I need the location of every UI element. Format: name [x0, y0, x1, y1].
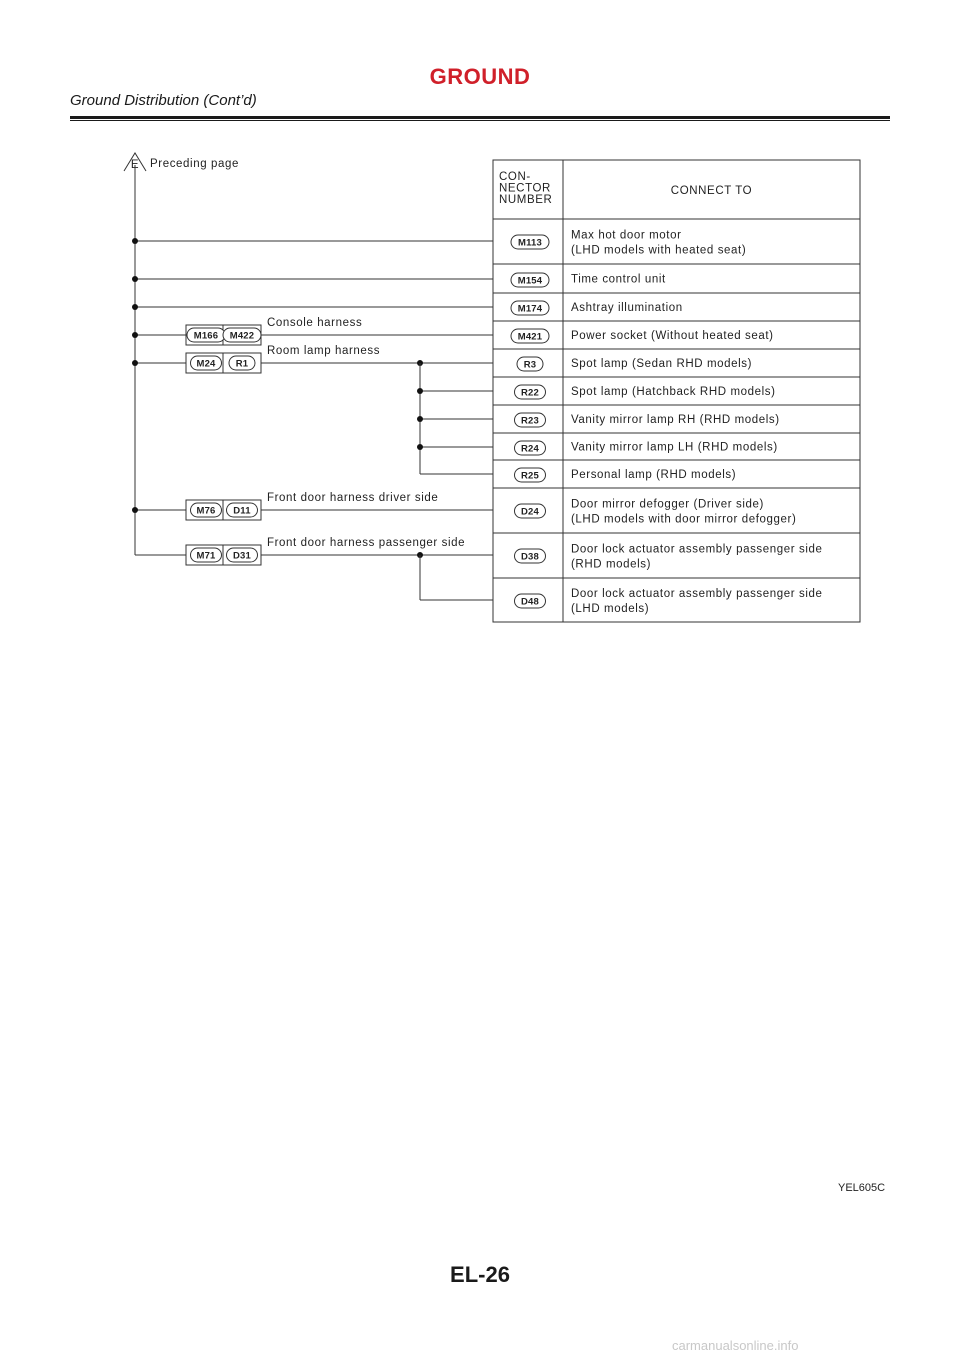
connector-r23: R23 [520, 415, 540, 427]
entry-label: Preceding page [150, 158, 239, 170]
connect-to-description: Max hot door motor [571, 229, 682, 242]
connector-d38: D38 [520, 551, 540, 563]
connect-to-description: (LHD models with door mirror defogger) [571, 513, 797, 526]
connect-to-description: Power socket (Without heated seat) [571, 330, 774, 342]
page-number: EL-26 [450, 1262, 510, 1287]
connector-r24: R24 [520, 443, 540, 455]
harness-label: Front door harness driver side [267, 492, 439, 504]
harness-label: Console harness [267, 317, 363, 329]
connector-d48: D48 [520, 596, 540, 608]
connector-m76: M76 [196, 505, 216, 517]
connect-to-description: Vanity mirror lamp RH (RHD models) [571, 414, 780, 426]
connector-m113: M113 [517, 237, 543, 249]
header-connect-to: CONNECT TO [670, 185, 753, 197]
connector-d31: D31 [232, 550, 252, 562]
connect-to-description: Door mirror defogger (Driver side) [571, 498, 764, 511]
harness-label: Room lamp harness [267, 345, 381, 357]
harness-label: Front door harness passenger side [267, 537, 466, 549]
connect-to-description: Ashtray illumination [571, 302, 683, 314]
splice-dot [417, 444, 423, 450]
connect-to-description: Door lock actuator assembly passenger side [571, 588, 823, 600]
connect-to-description: (LHD models with heated seat) [571, 244, 747, 257]
header-connector-number: NUMBER [499, 194, 553, 206]
connector-d11: D11 [233, 505, 251, 517]
connector-m166: M166 [193, 330, 219, 342]
connector-m24: M24 [196, 358, 216, 370]
connector-m422: M422 [229, 330, 255, 342]
page-title: GROUND [429, 64, 531, 89]
splice-dot [417, 416, 423, 422]
splice-dot [132, 360, 138, 366]
connect-to-description: Time control unit [571, 273, 666, 286]
figure-id: YEL605C [838, 1182, 886, 1194]
splice-dot [132, 507, 138, 513]
entry-marker: E [130, 159, 140, 171]
connector-r22: R22 [520, 387, 540, 399]
connect-to-description: (RHD models) [571, 558, 652, 571]
connector-m174: M174 [517, 303, 543, 315]
connector-r25: R25 [520, 470, 540, 482]
splice-dot [132, 304, 138, 310]
splice-dot [132, 276, 138, 282]
splice-dot [132, 238, 138, 244]
page-subtitle: Ground Distribution (Cont’d) [70, 92, 257, 109]
splice-dot [417, 388, 423, 394]
connect-to-description: Spot lamp (Hatchback RHD models) [571, 386, 776, 398]
splice-dot [132, 332, 138, 338]
connector-m154: M154 [517, 275, 543, 287]
connect-to-description: Door lock actuator assembly passenger side [571, 543, 823, 556]
connector-r3: R3 [523, 359, 537, 371]
connector-r1: R1 [235, 358, 249, 370]
connect-to-description: (LHD models) [571, 603, 650, 615]
connector-d24: D24 [520, 506, 540, 518]
header-connector-number: NECTOR [499, 182, 551, 195]
connect-to-description: Vanity mirror lamp LH (RHD models) [571, 441, 778, 454]
connect-to-description: Spot lamp (Sedan RHD models) [571, 358, 753, 370]
header-connector-number: CON- [499, 171, 531, 183]
watermark: carmanualsonline.info [672, 1338, 799, 1353]
connector-m71: M71 [196, 550, 216, 562]
connect-to-description: Personal lamp (RHD models) [571, 469, 737, 481]
connector-m421: M421 [517, 331, 543, 343]
